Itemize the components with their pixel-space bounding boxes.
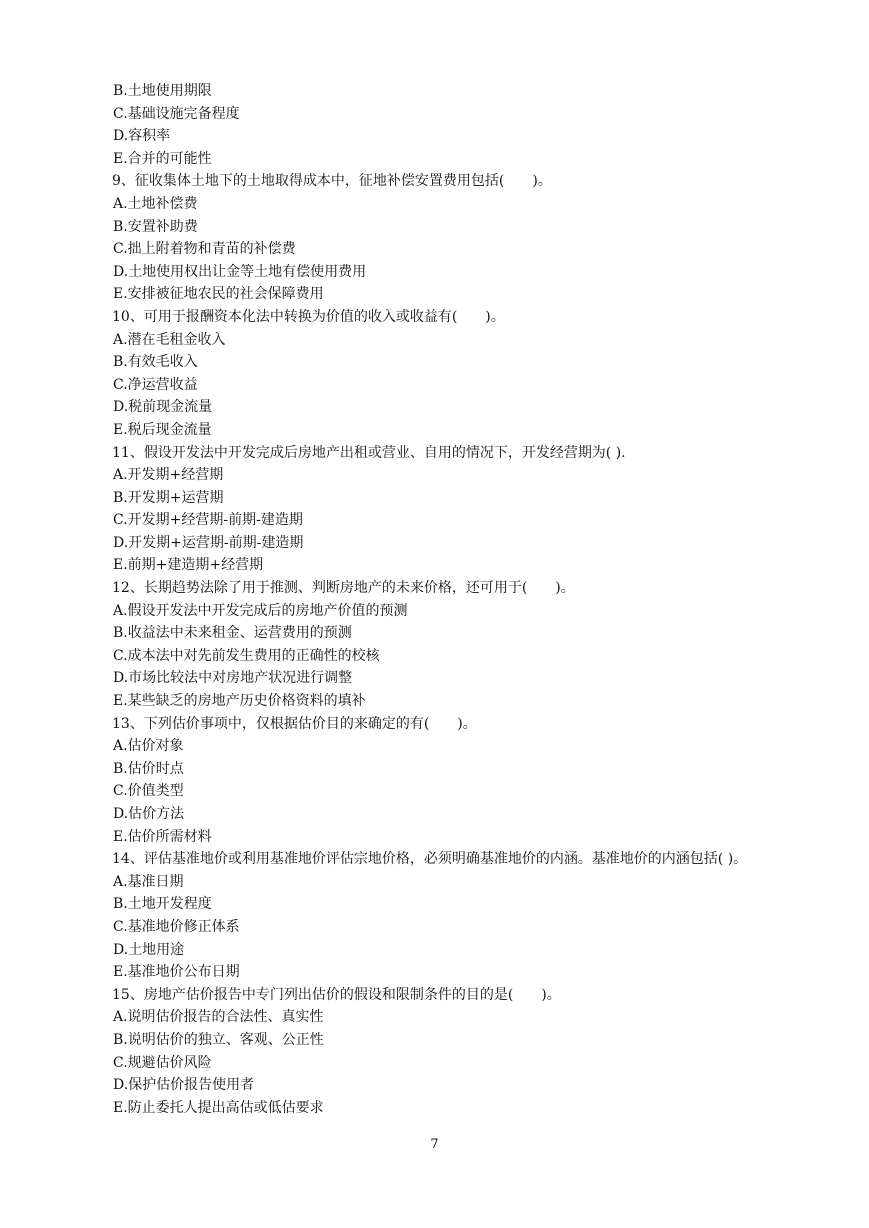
page-number: 7 xyxy=(430,1137,439,1152)
option-d-q11: D.开发期+运营期-前期-建造期 xyxy=(113,534,304,551)
question-9: 9、征收集体土地下的土地取得成本中，征地补偿安置费用包括( )。 xyxy=(112,173,552,190)
option-d-q13: D.估价方法 xyxy=(113,806,185,822)
question-10: 10、可用于报酬资本化法中转换为价值的收入或收益有( )。 xyxy=(112,308,505,325)
page-content xyxy=(113,80,843,1119)
option-d-q9: D.土地使用权出让金等土地有偿使用费用 xyxy=(113,263,367,280)
option-c-q15: C.规避估价风险 xyxy=(113,1054,212,1071)
option-b-q11: B.开发期+运营期 xyxy=(113,489,224,506)
option-e-q15: E.防止委托人提出高估或低估要求 xyxy=(113,1099,324,1116)
question-15: 15、房地产估价报告中专门列出估价的假设和限制条件的目的是( )。 xyxy=(112,986,561,1003)
option-c-q14: C.基准地价修正体系 xyxy=(113,918,240,935)
option-e-q14: E.基准地价公布日期 xyxy=(113,964,240,981)
option-c-q9: C.拙上附着物和青苗的补偿费 xyxy=(113,241,296,258)
option-b-q8: B.土地使用期限 xyxy=(113,83,212,99)
option-b-q15: B.说明估价的独立、客观、公正性 xyxy=(113,1031,324,1048)
option-c-q10: C.净运营收益 xyxy=(113,376,198,393)
option-d-q15: D.保护估价报告使用者 xyxy=(113,1077,255,1094)
option-a-q14: A.基准日期 xyxy=(113,873,184,890)
option-e-q10: E.税后现金流量 xyxy=(113,421,212,438)
option-c-q11: C.开发期+经营期-前期-建造期 xyxy=(113,512,303,529)
option-b-q9: B.安置补助费 xyxy=(113,218,198,235)
option-b-q12: B.收益法中未来租金、运营费用的预测 xyxy=(113,625,352,642)
option-b-q14: B.土地开发程度 xyxy=(113,896,212,913)
question-14: 14、评估基准地价或利用基准地价评估宗地价格，必须明确基准地价的内涵。基准地价的内涵包括( )。 xyxy=(112,851,748,868)
option-d-q12: D.市场比较法中对房地产状况进行调整 xyxy=(113,670,353,687)
option-a-q11: A.开发期+经营期 xyxy=(113,467,224,484)
option-d-q14: D.土地用途 xyxy=(113,941,185,958)
option-a-q15: A.说明估价报告的合法性、真实性 xyxy=(113,1009,324,1026)
option-d-q8: D.容积率 xyxy=(113,128,171,145)
option-e-q12: E.某些缺乏的房地产历史价格资料的填补 xyxy=(113,693,366,710)
option-c-q8: C.基础设施完备程度 xyxy=(113,105,240,122)
option-a-q9: A.土地补偿费 xyxy=(113,195,198,212)
option-e-q11: E.前期+建造期+经营期 xyxy=(113,557,264,574)
option-c-q13: C.价值类型 xyxy=(113,783,184,800)
question-13: 13、下列估价事项中，仅根据估价目的来确定的有( )。 xyxy=(112,715,477,732)
option-d-q10: D.税前现金流量 xyxy=(113,399,213,416)
question-11: 11、假设开发法中开发完成后房地产出租或营业、自用的情况下，开发经营期为( ). xyxy=(112,444,626,461)
question-12: 12、长期趋势法除了用于推测、判断房地产的未来价格，还可用于( )。 xyxy=(112,580,575,597)
option-a-q12: A.假设开发法中开发完成后的房地产价值的预测 xyxy=(113,602,408,619)
option-a-q10: A.潜在毛租金收入 xyxy=(113,331,226,348)
option-a-q13: A.估价对象 xyxy=(113,738,184,755)
option-e-q8: E.合并的可能性 xyxy=(113,150,212,167)
option-b-q10: B.有效毛收入 xyxy=(113,354,198,371)
option-b-q13: B.估价时点 xyxy=(113,760,184,777)
option-e-q9: E.安排被征地农民的社会保障费用 xyxy=(113,286,324,303)
option-e-q13: E.估价所需材料 xyxy=(113,828,212,845)
option-c-q12: C.成本法中对先前发生费用的正确性的校核 xyxy=(113,647,380,664)
